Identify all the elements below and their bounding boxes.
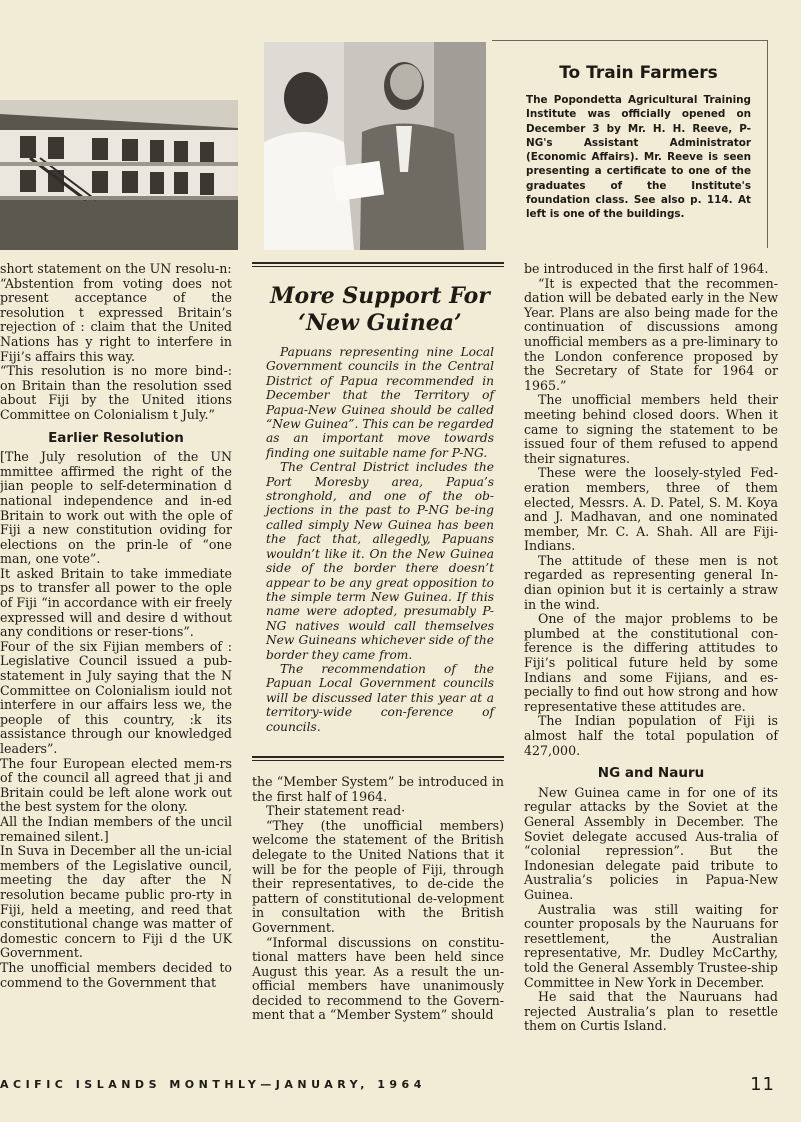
paragraph: The unofficial members held their meeting behind closed doors. When it came to signing the statement to be issued four of them refused to append their signatures. xyxy=(524,392,778,466)
paragraph: The Indian population of Fiji is almost half the total population of 427,000. xyxy=(524,713,778,758)
paragraph: New Guinea came in for one of its regular attacks by the Soviet at the General Assembly in December. The Soviet delegate accused Aus-tralia of “colonial repression”. But the Indonesian delegate paid tribute to Australia’s policies in Papua-New Guinea. xyxy=(524,784,778,902)
box-title xyxy=(266,283,494,337)
paragraph: The attitude of these men is not regarded as representing general In-dian opinion but it is certainly a straw in the wind. xyxy=(524,552,778,612)
paragraph: Their statement read· xyxy=(266,803,406,819)
paragraph: These were the loosely-styled Fed-eration members, three of them elected, Messrs. A. D. Patel, S. M. Koya and J. Madhavan, and one nominated member, Mr. C. A. Shah. All are Fiji-Indians. xyxy=(524,465,778,554)
caption-text: The Popondetta Agricultural Training Institute was officially opened on December 3 by Mr. H. H. Reeve, P-NG's Assistant Administrator (Economic Affairs). Mr. Reeve is seen presenting a certificate to one of the graduates of the Institute's foundation class. See also p. 114. At left is one of the buildings. xyxy=(526,94,751,221)
section-heading: Earlier Resolution xyxy=(48,429,184,446)
paragraph: “Informal discussions on constitu-tional matters have been held since August this year. As a result the un-official members have unanimously decided to recommend to the Govern-ment that a “Member System” should xyxy=(252,934,504,1023)
box-paragraph: The recommendation of the Papuan Local Government councils will be discussed later this year at a territory-wide con-ference of councils. xyxy=(266,661,494,734)
paragraph: “It is expected that the recommen-dation will be debated early in the New Year. Plans are also being made for the continuation of discussions among unofficial members as a pre-liminary to the London conference proposed by the Secretary of State for 1964 or 1965.” xyxy=(524,275,778,393)
presentation-illustration xyxy=(264,42,486,250)
box-title-line-1: More Support For xyxy=(270,283,490,309)
paragraph: be introduced in the first half of 1964. xyxy=(524,261,769,276)
caption-title: To Train Farmers xyxy=(559,63,718,83)
photo-caption xyxy=(492,40,768,248)
paragraph: The four European elected mem-rs of the council all agreed that ji and Britain could be left alone work out the best system for the olony. xyxy=(0,755,232,815)
paragraph: All the Indian members of the uncil remained silent.] xyxy=(0,813,232,844)
building-photo xyxy=(0,100,238,250)
paragraph: He said that the Nauruans had rejected Australia’s plan to resettle them on Curtis Island. xyxy=(524,989,778,1034)
paragraph: “This resolution is no more bind-: on Britain than the resolution ssed about Fiji by the United itions Committee on Colonialism t July.” xyxy=(0,363,232,422)
masthead: ACIFIC ISLANDS MONTHLY—JANUARY, 1964 xyxy=(0,1078,426,1091)
building-illustration xyxy=(0,100,238,250)
box-rule-top xyxy=(252,262,504,267)
box-paragraph: Papuans representing nine Local Government councils in the Central District of Papua recommended in December that the Territory of Papua-New Guinea should be called “New Guinea”. This can be regarded as an important move towards finding one suitable name for P-NG. xyxy=(266,345,494,460)
section-heading: NG and Nauru xyxy=(597,765,705,782)
paragraph: the “Member System” be introduced in the first half of 1964. xyxy=(252,773,504,804)
paragraph: Australia was still waiting for counter proposals by the Nauruans for resettlement, the Australian representative, Mr. Dudley McCarthy, told the General Assembly Trustee-ship Committee in New York in December. xyxy=(524,901,778,990)
paragraph: The unofficial members decided to commend to the Government that xyxy=(0,959,232,990)
paragraph: [The July resolution of the UN mmittee affirmed the right of the jian people to self-determination d national independence and in-ed Britain to work out with the ople of Fiji a new constitution oviding for elections on the prin-le of “one man, one vote”. xyxy=(0,449,232,567)
paragraph: Four of the six Fijian members of : Legislative Council issued a pub-statement in July saying that the N Committee on Colonialism iould not interfere in our affairs less we, the people of this country, :k its assistance through our knowledged leaders”. xyxy=(0,638,232,756)
column-2 xyxy=(252,262,504,1023)
page-number: 11 xyxy=(750,1074,775,1095)
paragraph: short statement on the UN resolu-n: xyxy=(0,261,232,276)
page-footer xyxy=(0,1074,801,1098)
paragraph: One of the major problems to be plumbed at the constitutional con-ference is the differing attitudes to Fiji’s political future held by some Indians and some Fijians, and es-pecially to find out how strong and how representative these attitudes are. xyxy=(524,611,778,714)
box-rule-bottom xyxy=(252,756,504,761)
paragraph: In Suva in December all the un-icial members of the Legislative ouncil, meeting the day after the N resolution became public pro-rty in Fiji, held a meeting, and reed that constitutional change was matter of domestic concern to Fiji d the UK Government. xyxy=(0,843,232,961)
paragraph: “They (the unofficial members) welcome the statement of the British delegate to the United Nations that it will be for the people of Fiji, through their representatives, to de-cide the pattern of constitutional de-velopment in consultation with the British Government. xyxy=(252,817,504,935)
paragraph: It asked Britain to take immediate ps to transfer all power to the ople of Fiji “in accordance with eir freely expressed will and desire d without any conditions or reser-tions”. xyxy=(0,565,232,640)
paragraph: “Abstention from voting does not present acceptance of the resolution t expressed Britain’s rejection of : claim that the United Nations has y right to interfere in Fiji’s affairs this way. xyxy=(0,275,232,364)
new-guinea-box xyxy=(252,283,504,734)
box-title-line-2: ‘New Guinea’ xyxy=(298,310,462,336)
column-1 xyxy=(0,262,232,990)
presentation-photo xyxy=(264,42,486,250)
column-3 xyxy=(524,262,778,1034)
box-paragraph: The Central District includes the Port Moresby area, Papua’s stronghold, and one of the ob-jections in the past to P-NG be-ing called simply New Guinea has been the fact that, allegedly, Papuans wouldn’t like it. On the New Guinea side of the border there doesn’t appear to be any great opposition to the simple term New Guinea. If this name were adopted, presumably P-NG natives would call themselves New Guineans whichever side of the border they came from. xyxy=(266,460,494,662)
